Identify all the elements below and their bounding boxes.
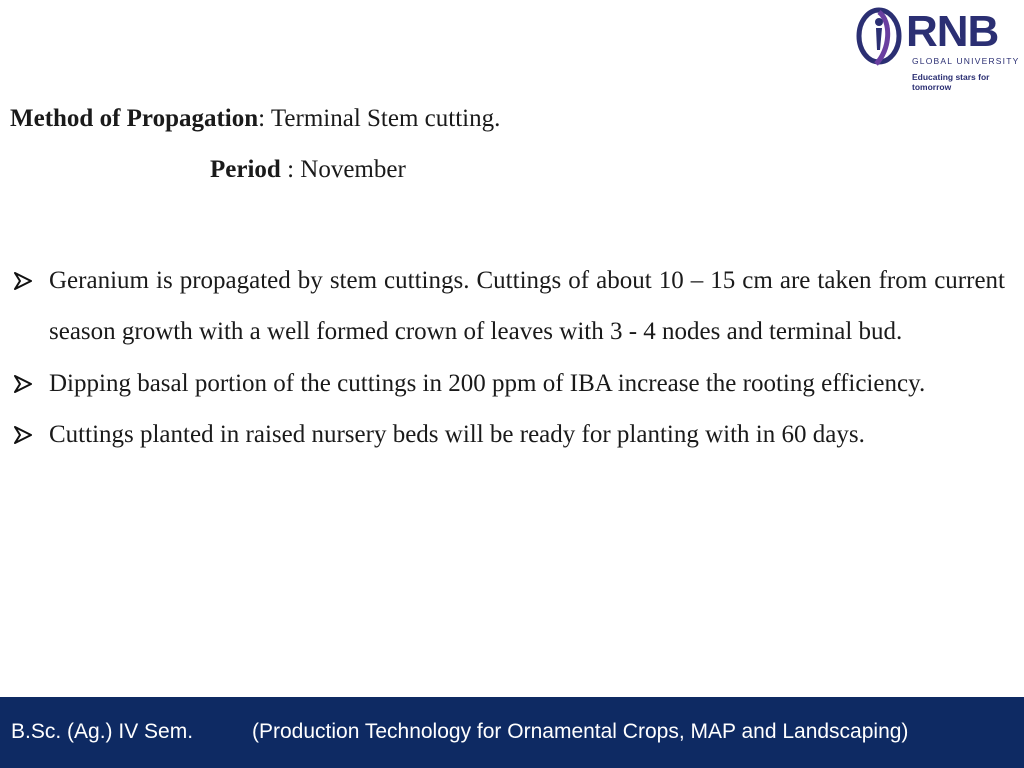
footer-course: B.Sc. (Ag.) IV Sem. xyxy=(11,720,194,743)
rnb-emblem-icon xyxy=(856,6,902,70)
footer-bar xyxy=(0,697,1024,768)
bullet-text: Dipping basal portion of the cuttings in 200 ppm of IBA increase the rooting efficiency. xyxy=(49,369,926,397)
list-item xyxy=(10,358,1005,409)
arrow-bullet-icon xyxy=(14,426,32,444)
logo-brand: RNB xyxy=(906,7,999,56)
method-line xyxy=(10,104,500,134)
arrow-bullet-icon xyxy=(14,375,32,393)
period-line xyxy=(210,155,406,185)
bullet-text: Cuttings planted in raised nursery beds will be ready for planting with in 60 days. xyxy=(49,420,865,448)
bullet-list xyxy=(10,255,1005,460)
logo-subtitle: GLOBAL UNIVERSITY xyxy=(912,56,1020,66)
footer-subject: (Production Technology for Ornamental Crops, MAP and Landscaping) xyxy=(252,720,909,743)
method-value: : Terminal Stem cutting. xyxy=(258,105,501,132)
period-label: Period xyxy=(210,156,281,183)
method-label: Method of Propagation xyxy=(10,105,259,132)
period-value: : November xyxy=(280,156,406,183)
logo-tagline: Educating stars for tomorrow xyxy=(912,72,990,92)
university-logo xyxy=(856,6,1021,92)
arrow-bullet-icon xyxy=(14,272,32,290)
bullet-text: Geranium is propagated by stem cuttings. Cuttings of about 10 – 15 cm are taken from current season growth with a well formed crown of leaves with 3 - 4 nodes and terminal bud. xyxy=(49,267,1005,346)
list-item xyxy=(10,409,1005,460)
list-item xyxy=(10,255,1005,358)
